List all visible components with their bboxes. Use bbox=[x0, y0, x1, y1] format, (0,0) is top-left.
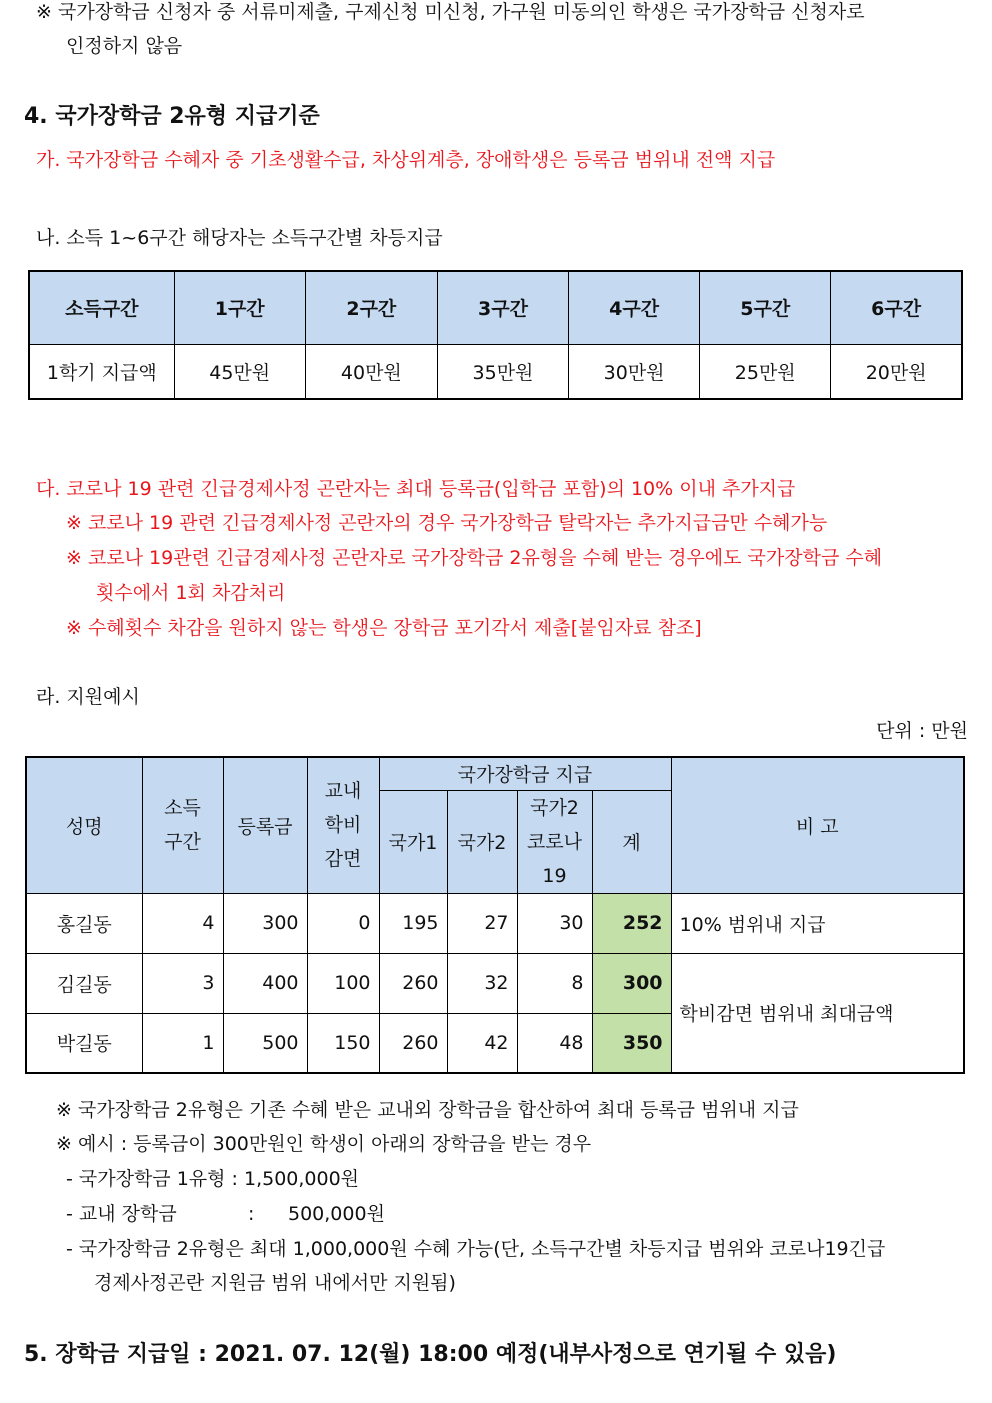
income-table bbox=[28, 270, 963, 400]
th-income-line2: 구간 bbox=[164, 831, 201, 854]
th-waiver-line2: 학비 bbox=[324, 814, 362, 837]
th-national-2-covid-line3: 19 bbox=[542, 864, 567, 887]
unit-label: 단위 : 만원 bbox=[876, 720, 968, 742]
td-name: 김길동 bbox=[26, 953, 142, 1013]
td-income: 1 bbox=[142, 1013, 223, 1073]
th-level-3: 3구간 bbox=[437, 271, 568, 344]
table-row bbox=[26, 893, 964, 953]
section5-title: 5. 장학금 지급일 : 2021. 07. 12(월) 18:00 예정(내부사정으로 연기될 수 있음) bbox=[24, 1342, 837, 1367]
note-type2: - 국가장학금 2유형은 최대 1,000,000원 수혜 가능(단, 소득구간별 차등지급 범위와 코로나19긴급 bbox=[66, 1238, 886, 1260]
item-c-note-3: ※ 수혜횟수 차감을 원하지 않는 학생은 장학금 포기각서 제출[붙임자료 참조] bbox=[66, 617, 702, 639]
td-tuition: 300 bbox=[223, 893, 307, 953]
th-national-2-covid-line1: 국가2 bbox=[530, 796, 579, 819]
item-c-note-1: ※ 코로나 19 관련 긴급경제사정 곤란자의 경우 국가장학금 탈락자는 추가지급금만 수혜가능 bbox=[66, 512, 828, 534]
td-national-2: 32 bbox=[447, 953, 517, 1013]
item-c: 다. 코로나 19 관련 긴급경제사정 곤란자는 최대 등록금(입학금 포함)의 10% 이내 추가지급 bbox=[36, 478, 796, 500]
td-income: 4 bbox=[142, 893, 223, 953]
td-national-2: 27 bbox=[447, 893, 517, 953]
income-table-header bbox=[29, 271, 962, 344]
note-campus-label: - 교내 장학금 bbox=[66, 1203, 177, 1225]
th-income-level: 소득구간 bbox=[29, 271, 174, 344]
th-level-4: 4구간 bbox=[569, 271, 700, 344]
td-name: 박길동 bbox=[26, 1013, 142, 1073]
th-national-1: 국가1 bbox=[379, 790, 447, 893]
th-waiver-line3: 감면 bbox=[324, 848, 362, 871]
note-campus-amount: 500,000원 bbox=[288, 1203, 385, 1225]
item-b: 나. 소득 1~6구간 해당자는 소득구간별 차등지급 bbox=[36, 227, 443, 249]
note-example: ※ 예시 : 등록금이 300만원인 학생이 아래의 장학금을 받는 경우 bbox=[56, 1133, 592, 1155]
th-total: 계 bbox=[592, 790, 671, 893]
td-level-1-amount: 45만원 bbox=[174, 344, 305, 399]
td-tuition: 500 bbox=[223, 1013, 307, 1073]
note-type1: - 국가장학금 1유형 : 1,500,000원 bbox=[66, 1168, 360, 1190]
td-total: 350 bbox=[592, 1013, 671, 1073]
td-remarks-1: 10% 범위내 지급 bbox=[671, 893, 964, 953]
td-national-2: 42 bbox=[447, 1013, 517, 1073]
note-type2-cont: 경제사정곤란 지원금 범위 내에서만 지원됨) bbox=[94, 1272, 456, 1294]
td-semester-amount-label: 1학기 지급액 bbox=[29, 344, 174, 399]
table-row bbox=[26, 953, 964, 1013]
section4-title: 4. 국가장학금 2유형 지급기준 bbox=[24, 104, 320, 129]
td-waiver: 150 bbox=[307, 1013, 379, 1073]
th-income-line1: 소득 bbox=[164, 797, 201, 820]
item-a: 가. 국가장학금 수혜자 중 기초생활수급, 차상위계층, 장애학생은 등록금 범위내 전액 지급 bbox=[36, 149, 776, 171]
income-table-row bbox=[29, 344, 962, 399]
th-waiver bbox=[307, 757, 379, 893]
td-level-2-amount: 40만원 bbox=[305, 344, 437, 399]
support-example-table bbox=[25, 756, 965, 1074]
td-level-5-amount: 25만원 bbox=[700, 344, 831, 399]
td-name: 홍길동 bbox=[26, 893, 142, 953]
td-income: 3 bbox=[142, 953, 223, 1013]
note-combine: ※ 국가장학금 2유형은 기존 수혜 받은 교내외 장학금을 합산하여 최대 등록금 범위내 지급 bbox=[56, 1099, 799, 1121]
th-tuition: 등록금 bbox=[223, 757, 307, 893]
td-remarks-2: 학비감면 범위내 최대금액 bbox=[671, 953, 964, 1073]
item-c-note-2: ※ 코로나 19관련 긴급경제사정 곤란자로 국가장학금 2유형을 수혜 받는 경우에도 국가장학금 수혜 bbox=[66, 547, 883, 569]
th-national-2-covid bbox=[517, 790, 592, 893]
th-national-2: 국가2 bbox=[447, 790, 517, 893]
td-level-6-amount: 20만원 bbox=[831, 344, 962, 399]
td-national-2-covid: 8 bbox=[517, 953, 592, 1013]
td-tuition: 400 bbox=[223, 953, 307, 1013]
th-income bbox=[142, 757, 223, 893]
th-national-2-covid-line2: 코로나 bbox=[526, 830, 583, 853]
th-national-group: 국가장학금 지급 bbox=[379, 757, 671, 790]
th-name: 성명 bbox=[26, 757, 142, 893]
th-level-6: 6구간 bbox=[831, 271, 962, 344]
th-level-5: 5구간 bbox=[700, 271, 831, 344]
td-national-1: 260 bbox=[379, 953, 447, 1013]
td-national-2-covid: 30 bbox=[517, 893, 592, 953]
th-remarks: 비 고 bbox=[671, 757, 964, 893]
th-level-2: 2구간 bbox=[305, 271, 437, 344]
td-waiver: 100 bbox=[307, 953, 379, 1013]
td-national-2-covid: 48 bbox=[517, 1013, 592, 1073]
note-campus-colon: : bbox=[248, 1203, 255, 1225]
intro-note-line1: ※ 국가장학금 신청자 중 서류미제출, 구제신청 미신청, 가구원 미동의인 학생은 국가장학금 신청자로 bbox=[36, 1, 865, 23]
item-c-note-2-cont: 횟수에서 1회 차감처리 bbox=[96, 582, 286, 604]
td-level-4-amount: 30만원 bbox=[569, 344, 700, 399]
td-national-1: 195 bbox=[379, 893, 447, 953]
th-waiver-line1: 교내 bbox=[324, 780, 362, 803]
td-national-1: 260 bbox=[379, 1013, 447, 1073]
item-d: 라. 지원예시 bbox=[36, 686, 140, 708]
td-level-3-amount: 35만원 bbox=[437, 344, 568, 399]
td-total: 252 bbox=[592, 893, 671, 953]
td-waiver: 0 bbox=[307, 893, 379, 953]
intro-note-line2: 인정하지 않음 bbox=[66, 35, 183, 57]
th-level-1: 1구간 bbox=[174, 271, 305, 344]
td-total: 300 bbox=[592, 953, 671, 1013]
